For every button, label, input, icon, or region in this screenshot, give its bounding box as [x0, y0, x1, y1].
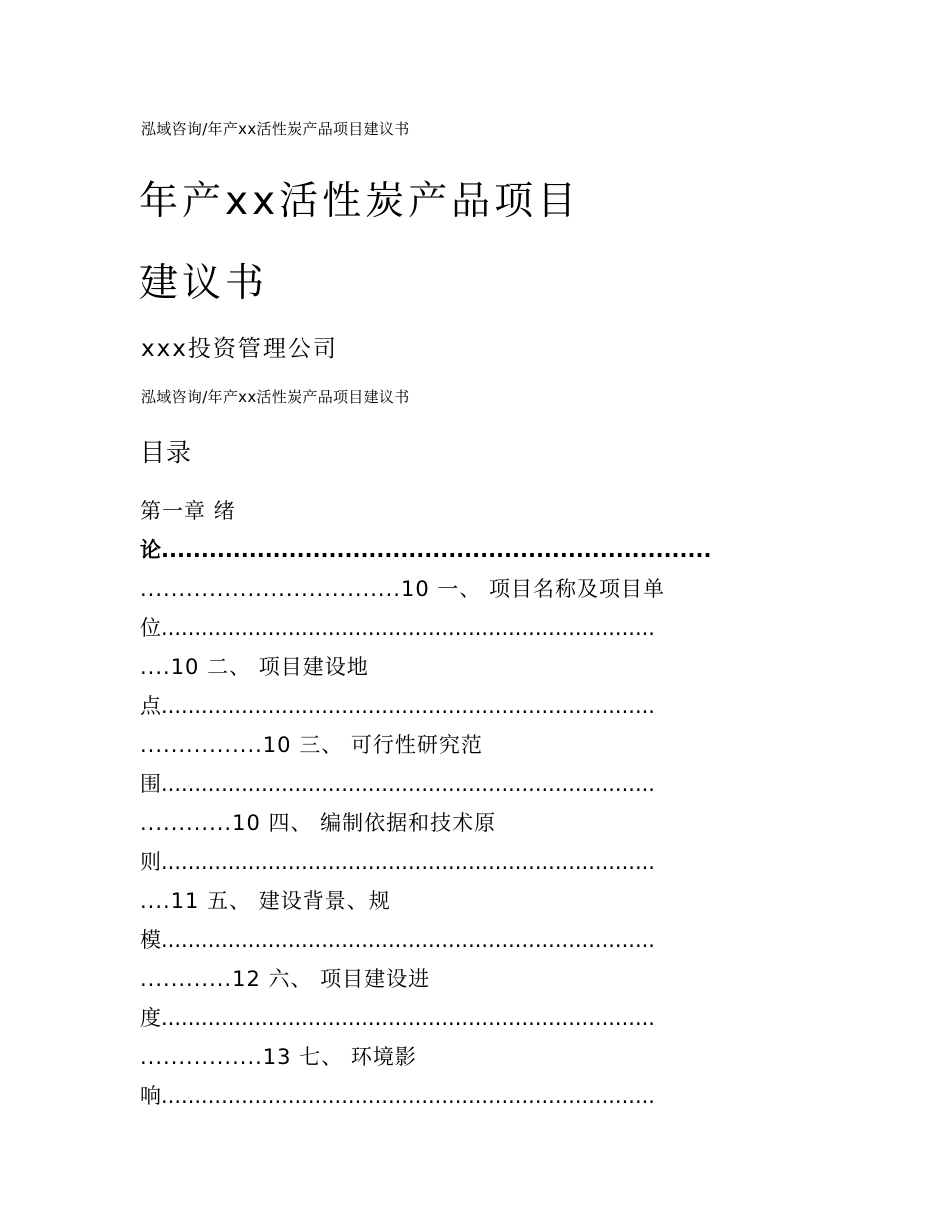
document-title-line-2: 建议书: [139, 261, 269, 306]
document-title-line-1: 年产xx活性炭产品项目: [139, 179, 581, 224]
toc-line: ................13 七、 环境影: [140, 1045, 417, 1069]
toc-line: 围..........................................................................: [140, 772, 655, 796]
toc-line: 论.....................................................................: [140, 538, 712, 562]
toc-line: 则..........................................................................: [140, 850, 655, 874]
toc-line: 度..........................................................................: [140, 1006, 655, 1030]
running-header-repeat: 泓域咨询/年产xx活性炭产品项目建议书: [141, 388, 410, 406]
toc-line: 位..........................................................................: [140, 616, 655, 640]
toc-line: ....11 五、 建设背景、规: [140, 889, 391, 913]
company-name: xxx投资管理公司: [141, 336, 338, 362]
toc-line: 模..........................................................................: [140, 928, 655, 952]
toc-line: ....10 二、 项目建设地: [140, 655, 369, 679]
running-header: 泓域咨询/年产xx活性炭产品项目建议书: [141, 120, 410, 138]
toc-line: 第一章 绪: [140, 499, 236, 523]
toc-line: ................10 三、 可行性研究范: [140, 733, 483, 757]
toc-line: ............12 六、 项目建设进: [140, 967, 431, 991]
toc-line: 点..........................................................................: [140, 694, 655, 718]
toc-line: 响..........................................................................: [140, 1084, 655, 1108]
toc-line: ............10 四、 编制依据和技术原: [140, 811, 497, 835]
toc-line: ..................................10 一、 项目名称及项目单: [140, 577, 666, 601]
toc-heading: 目录: [140, 438, 193, 467]
